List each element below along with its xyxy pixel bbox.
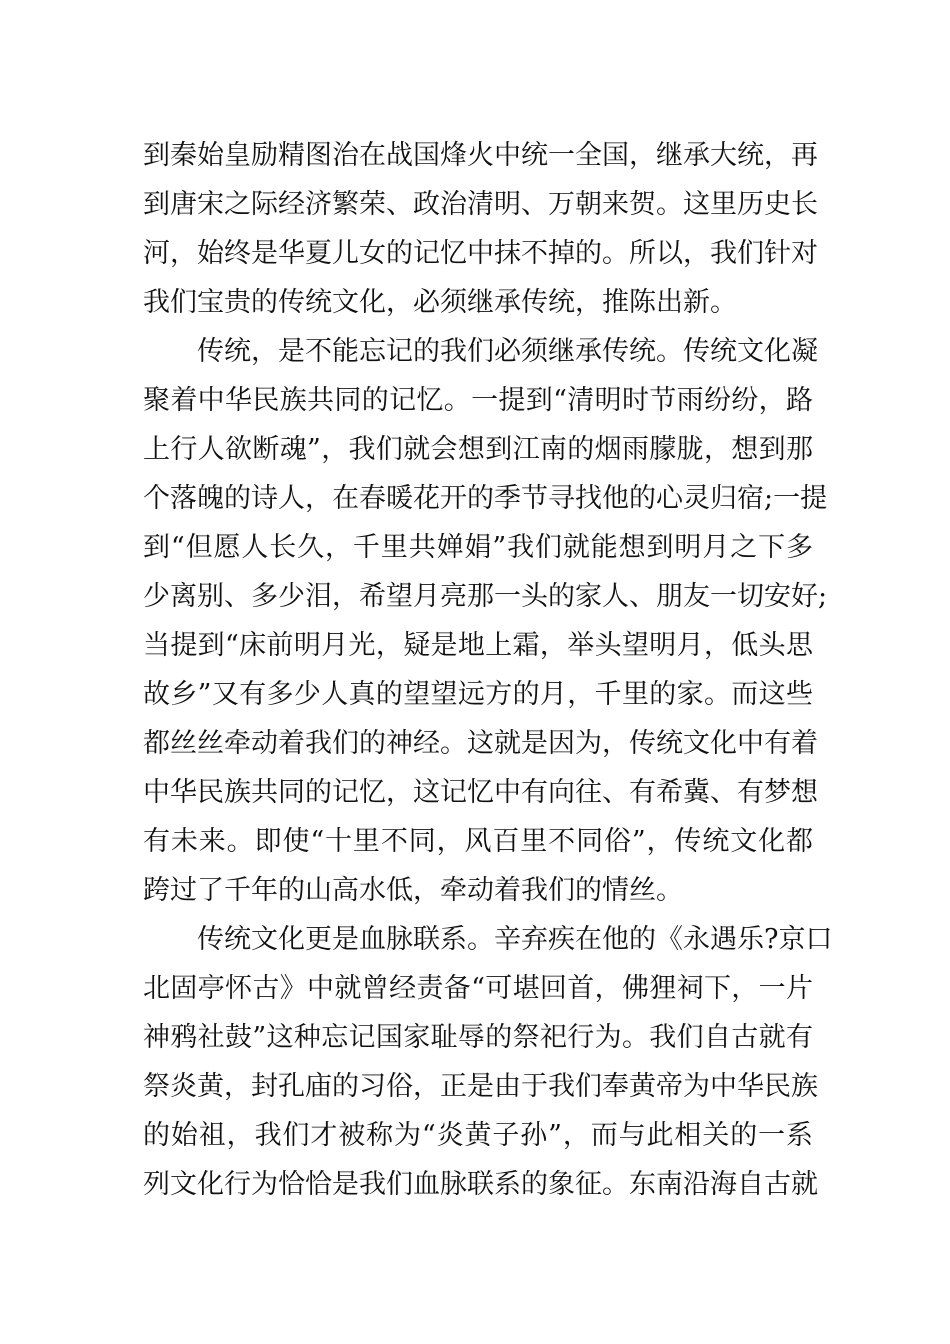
text-line: 河，始终是华夏儿女的记忆中抹不掉的。所以，我们针对: [143, 238, 818, 269]
text-line: 列文化行为恰恰是我们血脉联系的象征。东南沿海自古就: [143, 1169, 818, 1200]
text-line: 中华民族共同的记忆，这记忆中有向往、有希冀、有梦想: [143, 777, 818, 808]
text-line: 传统文化更是血脉联系。辛弃疾在他的《永遇乐?京口: [197, 924, 833, 955]
text-line: 都丝丝牵动着我们的神经。这就是因为，传统文化中有着: [143, 728, 818, 759]
text-line: 故乡”又有多少人真的望望远方的月，千里的家。而这些: [143, 679, 813, 710]
text-line: 北固亭怀古》中就曾经责备“可堪回首，佛狸祠下，一片: [143, 973, 813, 1004]
text-line: 个落魄的诗人，在春暖花开的季节寻找他的心灵归宿;一提: [143, 483, 828, 514]
text-line: 到唐宋之际经济繁荣、政治清明、万朝来贺。这里历史长: [143, 189, 818, 220]
text-line: 到“但愿人长久，千里共婵娟”我们就能想到明月之下多: [143, 532, 813, 563]
text-line: 有未来。即使“十里不同，风百里不同俗”，传统文化都: [143, 826, 813, 857]
text-line: 神鸦社鼓”这种忘记国家耻辱的祭祀行为。我们自古就有: [143, 1022, 813, 1053]
text-line: 传统，是不能忘记的我们必须继承传统。传统文化凝: [197, 336, 818, 367]
text-line: 上行人欲断魂”，我们就会想到江南的烟雨朦胧，想到那: [143, 434, 813, 465]
text-line: 少离别、多少泪，希望月亮那一头的家人、朋友一切安好;: [143, 581, 828, 612]
paragraph: [143, 327, 828, 915]
paragraph: [143, 131, 818, 327]
text-line: 当提到“床前明月光，疑是地上霜，举头望明月，低头思: [143, 630, 813, 661]
text-line: 祭炎黄，封孔庙的习俗，正是由于我们奉黄帝为中华民族: [143, 1071, 818, 1102]
text-line: 聚着中华民族共同的记忆。一提到“清明时节雨纷纷，路: [143, 385, 813, 416]
text-line: 的始祖，我们才被称为“炎黄子孙”，而与此相关的一系: [143, 1120, 813, 1151]
text-line: 跨过了千年的山高水低，牵动着我们的情丝。: [143, 875, 683, 906]
body-text: [143, 131, 833, 1209]
text-line: 到秦始皇励精图治在战国烽火中统一全国，继承大统，再: [143, 140, 818, 171]
paragraph: [143, 915, 833, 1209]
text-line: 我们宝贵的传统文化，必须继承传统，推陈出新。: [143, 287, 737, 318]
